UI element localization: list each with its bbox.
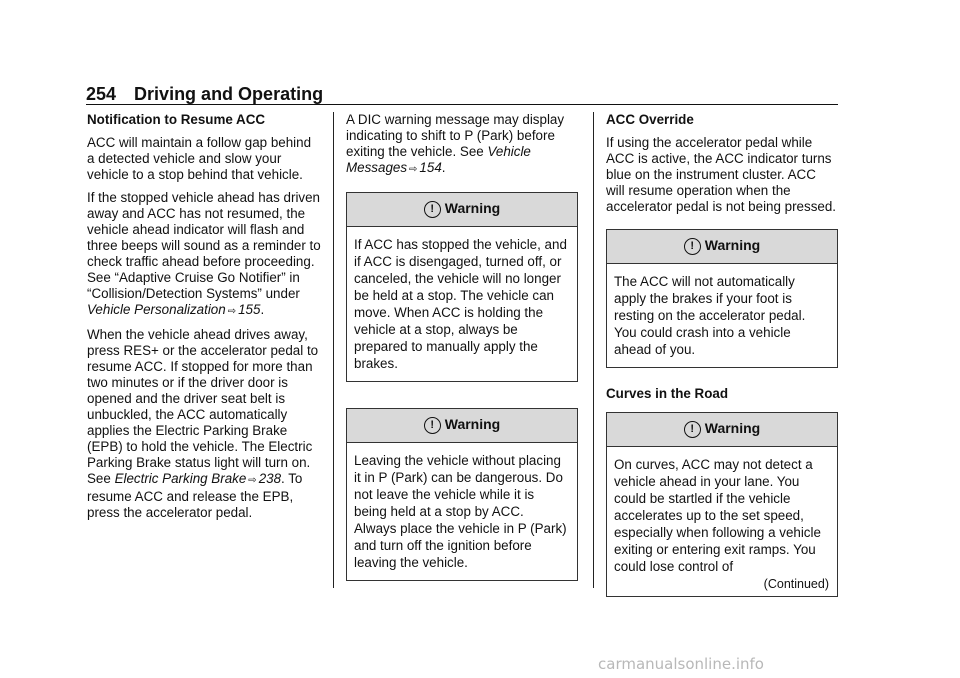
arrow-ref-icon: ⇨ [227, 306, 237, 317]
column-divider [333, 112, 334, 588]
cross-reference-link[interactable]: Electric Parking Brake [114, 471, 247, 486]
page-reference[interactable]: 238 [258, 471, 282, 486]
warning-body: If ACC has stopped the vehicle, and if ACC is disengaged, turned off, or canceled, the vehicle will no longer be held at a stop. The vehicle can move. When ACC is holding the vehicle at a stop, always be prepared to manually apply the brakes. [354, 237, 567, 371]
page-header [86, 84, 838, 105]
warning-box [346, 192, 578, 382]
warning-body: Leaving the vehicle without placing it in P (Park) can be dangerous. Do not leave the vehicle while it is being held at a stop by ACC. Always place the vehicle in P (Park) and turn off the ignition before leaving the vehicle. [354, 453, 567, 570]
page-reference[interactable]: 154 [419, 160, 442, 175]
warning-icon: ! [424, 417, 441, 434]
arrow-ref-icon: ⇨ [248, 475, 257, 486]
column-3 [606, 112, 838, 597]
page-reference[interactable]: 155 [238, 302, 261, 317]
warning-box [606, 229, 838, 368]
page-number: 254 [86, 84, 117, 104]
paragraph: ACC will maintain a follow gap behind a detected vehicle and slow your vehicle to a stop behind that vehicle. [87, 135, 312, 182]
cross-reference-link[interactable]: Vehicle Messages [346, 144, 531, 175]
subheading-notification-resume: Notification to Resume ACC [87, 112, 266, 127]
subheading-curves: Curves in the Road [606, 386, 729, 401]
warning-icon: ! [684, 238, 701, 255]
warning-header: ! Warning [607, 230, 837, 264]
paragraph: If the stopped vehicle ahead has driven away and ACC has not resumed, the vehicle ahead indicator will flash and three beeps will sound as a reminder to check traffic ahead before proceeding. See “Adaptive Cruise Go Notifier” in “Collision/Detection Systems” under Vehicle Personalization ⇨ 155. [87, 190, 321, 317]
arrow-ref-icon: ⇨ [409, 164, 418, 175]
paragraph: When the vehicle ahead drives away, press RES+ or the accelerator pedal to resume ACC. If stopped for more than two minutes or if the driver door is opened and the driver seat belt is unbuckled, the ACC automatically applies the Electric Parking Brake (EPB) to hold the vehicle. The Electric Parking Brake status light will turn on. See Electric Parking Brake ⇨ 238. To resume ACC and release the EPB, press the accelerator pedal. [87, 327, 319, 520]
warning-header: ! Warning [347, 409, 577, 443]
warning-box [606, 412, 838, 597]
paragraph: A DIC warning message may display indicating to shift to P (Park) before exiting the vehicle. See Vehicle Messages ⇨ 154. [346, 112, 565, 175]
warning-header: ! Warning [347, 193, 577, 227]
watermark: carmanualsonline.info [598, 655, 764, 673]
paragraph: If using the accelerator pedal while ACC is active, the ACC indicator turns blue on the instrument cluster. ACC will resume operation when the accelerator pedal is not being pressed. [606, 135, 837, 214]
warning-box [346, 408, 578, 581]
warning-header: ! Warning [607, 413, 837, 447]
column-2 [346, 112, 578, 581]
section-title: Driving and Operating [134, 84, 324, 104]
subheading-acc-override: ACC Override [606, 112, 694, 127]
continued-label: (Continued) [763, 577, 829, 591]
column-1 [87, 112, 322, 528]
warning-body: On curves, ACC may not detect a vehicle ahead in your lane. You could be startled if the vehicle accelerates up to the set speed, especially when following a vehicle exiting or entering exit ramps. You could lose control of (Continued) [614, 457, 829, 591]
header-rule [86, 104, 838, 105]
column-divider [593, 112, 594, 588]
warning-icon: ! [684, 421, 701, 438]
warning-body: The ACC will not automatically apply the brakes if your foot is resting on the accelerator pedal. You could crash into a vehicle ahead of you. [614, 274, 806, 357]
warning-icon: ! [424, 201, 441, 218]
cross-reference-link[interactable]: Vehicle Personalization [87, 302, 226, 317]
